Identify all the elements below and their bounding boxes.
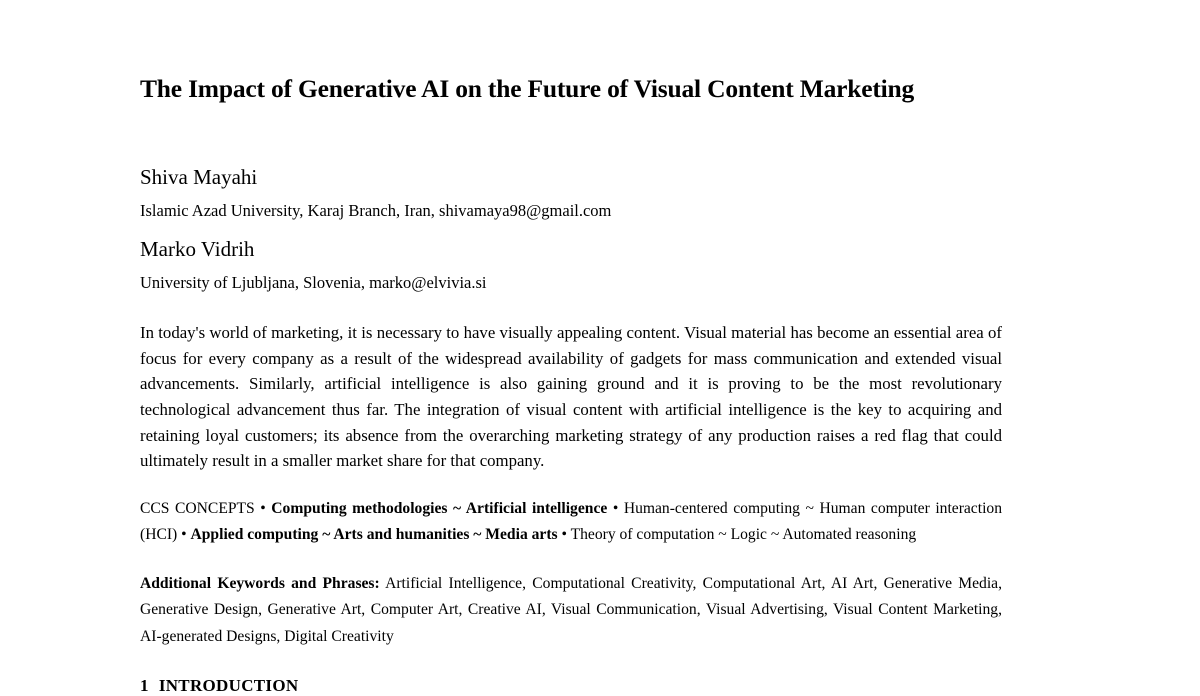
section-heading-introduction <box>140 650 1002 696</box>
ccs-plain-2: • Theory of computation ~ Logic ~ Automated reasoning <box>557 526 917 544</box>
document-content <box>140 0 1002 696</box>
ccs-sep-1: • <box>254 499 272 517</box>
section-title: INTRODUCTION <box>158 676 299 696</box>
ccs-concepts <box>140 474 1002 549</box>
author-affiliation-2: University of Ljubljana, Slovenia, marko@elvivia.si <box>140 273 487 293</box>
paper-title: The Impact of Generative AI on the Future of Visual Content Marketing <box>140 74 915 103</box>
author-name-1: Shiva Mayahi <box>140 164 258 189</box>
keywords-label: Additional Keywords and Phrases: <box>140 574 380 592</box>
abstract-text: In today's world of marketing, it is necessary to have visually appealing content. Visual material has become an essential area of focus for every company as a result of the widespread availability of gadgets for mass communication and extended visual advancements. Similarly, artificial intelligence is also gaining ground and it is proving to be the most revolutionary technological advancement thus far. The integration of visual content with artificial intelligence is the key to acquiring and retaining loyal customers; its absence from the overarching marketing strategy of any production raises a red flag that could ultimately result in a smaller market share for that company. <box>140 322 1002 471</box>
keywords-text: Artificial Intelligence, Computational Creativity, Computational Art, AI Art, Generative Media, Generative Design, Generative Art, Computer Art, Creative AI, Visual Communication, Visual Advertising, Visual Content Marketing, AI-generated Designs, Digital Creativity <box>140 574 1002 645</box>
ccs-plain-1: • Human-centered computing ~ Human computer interaction (HCI) • <box>140 499 1002 544</box>
ccs-bold-1: Computing methodologies ~ Artificial intelligence <box>271 499 608 517</box>
ccs-bold-2: Applied computing ~ Arts and humanities ~ Media arts <box>190 526 558 544</box>
author-name-2: Marko Vidrih <box>140 237 255 262</box>
author-affiliation-1: Islamic Azad University, Karaj Branch, Iran, shivamaya98@gmail.com <box>140 200 612 220</box>
additional-keywords <box>140 549 1002 651</box>
ccs-label: CCS CONCEPTS <box>140 499 255 517</box>
section-number: 1 <box>140 676 149 696</box>
